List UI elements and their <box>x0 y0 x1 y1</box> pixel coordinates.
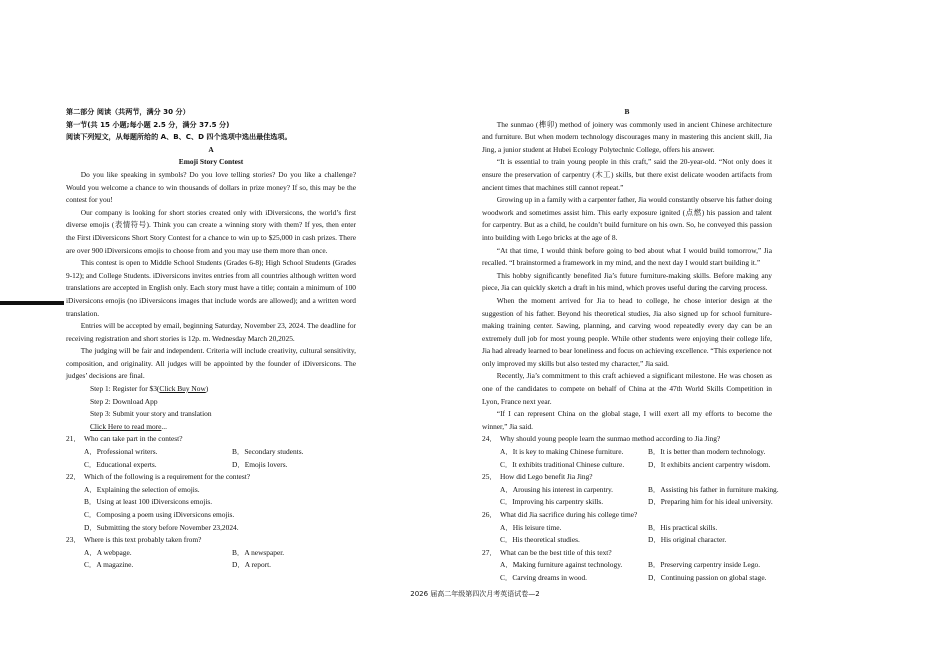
page-footer: 2026 届高二年级第四次月考英语试卷—2 <box>410 590 540 598</box>
option-c[interactable]: C．Improving his carpentry skills. <box>500 497 604 507</box>
option-b[interactable]: B．Assisting his father in furniture making. <box>648 484 779 494</box>
option-b[interactable]: B．Using at least 100 iDiversicons emojis. <box>84 497 213 507</box>
option-d[interactable]: D．A report. <box>232 560 271 570</box>
option-d[interactable]: D．Preparing him for his ideal university. <box>648 497 773 507</box>
option-b[interactable]: B．It is better than modern technology. <box>648 447 766 457</box>
option-d[interactable]: D．Continuing passion on global stage. <box>648 572 767 582</box>
passage-a-title: Emoji Story Contest <box>178 157 244 167</box>
step-3: Step 3: Submit your story and translation <box>90 409 212 419</box>
passage-b-paragraph: This hobby significantly benefited Jia’s future furniture-making skills. Before making any piece, Jia can quickly sketch a draft in his mind, which proves useful during the carving process. <box>482 270 772 293</box>
passage-b-paragraph: “It is essential to train young people in this craft,” said the 20-year-old. “Not only does it ensure the preservation of carpentry (木工) skills, but there exist delicate wooden artifacts from ancient times that machines still cannot repeat.” <box>482 157 772 192</box>
question-26: 26． What did Jia sacrifice during his college time? A．His leisure time. B．His practical skills. C．His theoretical studies. D．His original character. <box>482 509 772 547</box>
read-more-link[interactable]: Click Here to read more <box>90 421 162 431</box>
question-22: 22． Which of the following is a requirement for the contest? A．Explaining the selection of emojis. B．Using at least 100 iDiversicons emojis. C．Composing a poem using iDiversicons emojis. D．Submitting the story before November 23,2024. <box>66 471 356 534</box>
section-heading: 第一节(共 15 小题;每小题 2.5 分，满分 37.5 分) <box>66 119 230 129</box>
passage-a-paragraph: The judging will be fair and independent. Criteria will include creativity, cultural sensitivity, composition, and originality. All judges will be appointed by the founder of iDiversicons. The judges’ decisions are final. <box>66 346 356 381</box>
step-2: Step 2: Download App <box>90 396 158 406</box>
passage-a-label: A <box>208 144 214 154</box>
click-buy-now-link[interactable]: Click Buy Now <box>159 384 206 394</box>
question-stem: What did Jia sacrifice during his college time? <box>500 510 638 519</box>
passage-b-paragraph: “At that time, I would think before going to bed about what I would build tomorrow,” Jia recalled. “I brainstormed a framework in my mind, and the next day I would start building it.” <box>482 245 772 268</box>
option-b[interactable]: B．Preserving carpentry inside Lego. <box>648 560 761 570</box>
question-24: 24． Why should young people learn the sunmao method according to Jia Jing? A．It is key to making Chinese furniture. B．It is better than modern technology. C．It exhibits traditional Chinese culture. D．It exhibits ancient carpentry wisdom. <box>482 433 772 471</box>
option-c[interactable]: C．Carving dreams in wood. <box>500 572 588 582</box>
passage-b-paragraph: Recently, Jia’s commitment to this craft achieved a significant milestone. He was chosen as one of the candidates to compete on behalf of China at the 47th World Skills Competition in Lyon, France next year. <box>482 371 772 406</box>
left-column <box>66 106 356 572</box>
read-more: Click Here to read more... <box>90 421 167 431</box>
passage-b-paragraph: When the moment arrived for Jia to head to college, he chose interior design at the suggestion of his father. Beyond his theoretical studies, Jia also signed up for school furniture-making training center. Sawing, planning, and carving wood repeatedly every day can be an extremely dull job for most young people. While other students were enjoying their college life, Jia had already learned to bear loneliness and focus on achieving excellence. “This experience not only improved my skills but also tested my character,” Jia said. <box>482 295 772 368</box>
option-b[interactable]: B．His practical skills. <box>648 522 718 532</box>
option-c[interactable]: C．It exhibits traditional Chinese culture. <box>500 459 625 469</box>
option-c[interactable]: C．A magazine. <box>84 560 134 570</box>
question-25: 25． How did Lego benefit Jia Jing? A．Arousing his interest in carpentry. B．Assisting his father in furniture making. C．Improving his carpentry skills. D．Preparing him for his ideal university. <box>482 471 772 509</box>
passage-a-paragraph: Entries will be accepted by email, beginning Saturday, November 23, 2024. The deadline for receiving registration and short stories is 12p. m. Wednesday March 20,2025. <box>66 321 356 343</box>
question-stem: How did Lego benefit Jia Jing? <box>500 472 593 482</box>
passage-a-paragraph: Our company is looking for short stories created only with iDiversicons, the world’s first diverse emojis (表情符号). Think you can create a winning story with them? If yes, then enter the First iDiversicons Short Story Contest for a chance to win up to $25,000 in cash prizes. There are over 900 iDiversicons emojis to choose from and you may use them more than once. <box>66 207 356 255</box>
question-stem: What can be the best title of this text? <box>500 547 612 557</box>
option-d[interactable]: D．Emojis lovers. <box>232 459 288 469</box>
question-23: 23． Where is this text probably taken from? A．A webpage. B．A newspaper. C．A magazine. D．A report. <box>66 534 356 572</box>
option-a[interactable]: A．Explaining the selection of emojis. <box>84 484 200 494</box>
step-1: Step 1: Register for $3(Click Buy Now) <box>90 384 209 394</box>
right-column <box>482 106 779 585</box>
option-a[interactable]: A．It is key to making Chinese furniture. <box>500 447 624 457</box>
passage-b-label: B <box>624 107 630 116</box>
question-stem: Why should young people learn the sunmao method according to Jia Jing? <box>500 434 721 444</box>
option-c[interactable]: C．Educational experts. <box>84 459 157 469</box>
option-b[interactable]: B．Secondary students. <box>232 447 304 457</box>
option-d[interactable]: D．It exhibits ancient carpentry wisdom. <box>648 459 771 469</box>
passage-b-paragraph: “If I can represent China on the global stage, I will exert all my efforts to become the winner,” Jia said. <box>482 409 772 431</box>
option-a[interactable]: A．His leisure time. <box>500 522 562 532</box>
question-stem: Who can take part in the contest? <box>84 434 183 444</box>
option-d[interactable]: D．His original character. <box>648 535 727 545</box>
part-heading: 第二部分 阅读（共两节，满分 30 分） <box>66 107 190 116</box>
option-d[interactable]: D．Submitting the story before November 23,2024. <box>84 522 239 532</box>
passage-b-paragraph: The sunmao (榫卯) method of joinery was commonly used in ancient Chinese architecture and furniture. But when modern technology discourages many in mastering this ancient skill, Jia Jing, a junior student at Hubei Ecology Polytechnic College, offers his answer. <box>482 119 772 154</box>
option-a[interactable]: A．Professional writers. <box>84 447 158 457</box>
option-c[interactable]: C．His theoretical studies. <box>500 535 580 545</box>
option-c[interactable]: C．Composing a poem using iDiversicons emojis. <box>84 510 235 519</box>
question-stem: Which of the following is a requirement for the contest? <box>84 472 251 482</box>
passage-a-paragraph: Do you like speaking in symbols? Do you love telling stories? Do you like a challenge? Would you welcome a chance to win thousands of dollars in prize money? If so, this may be the contest for you! <box>66 169 356 205</box>
instruction: 阅读下列短文，从每题所给的 A、B、C、D 四个选项中选出最佳选项。 <box>66 132 292 142</box>
question-27: 27． What can be the best title of this text? A．Making furniture against technology. B．Preserving carpentry inside Lego. C．Carving dreams in wood. D．Continuing passion on global stage. <box>482 547 772 585</box>
option-a[interactable]: A．Arousing his interest in carpentry. <box>500 484 614 494</box>
passage-a-paragraph: This contest is open to Middle School Students (Grades 6-8); High School Students (Grades 9-12); and College Students. iDiversicons invites entries from all countries although written word translations are accepted in English only. Each story must have a title; contain a minimum of 100 iDiversicons emojis (no iDiversicons images that include words are allowed); and a written word translation. <box>66 258 356 318</box>
option-a[interactable]: A．A webpage. <box>84 547 132 557</box>
question-stem: Where is this text probably taken from? <box>84 535 202 545</box>
option-a[interactable]: A．Making furniture against technology. <box>500 560 623 570</box>
passage-b-paragraph: Growing up in a family with a carpenter father, Jia would constantly observe his father doing woodwork and sometimes assist him. This early exposure ignited (点燃) his passion and talent for carpentry. But as a child, he couldn’t build furniture on his own. So, he conveyed this passion into building with Lego bricks at the age of 8. <box>482 195 772 242</box>
margin-bar <box>0 301 64 305</box>
option-b[interactable]: B．A newspaper. <box>232 547 285 557</box>
question-21: 21． Who can take part in the contest? A．Professional writers. B．Secondary students. C．Educational experts. D．Emojis lovers. <box>66 433 356 471</box>
